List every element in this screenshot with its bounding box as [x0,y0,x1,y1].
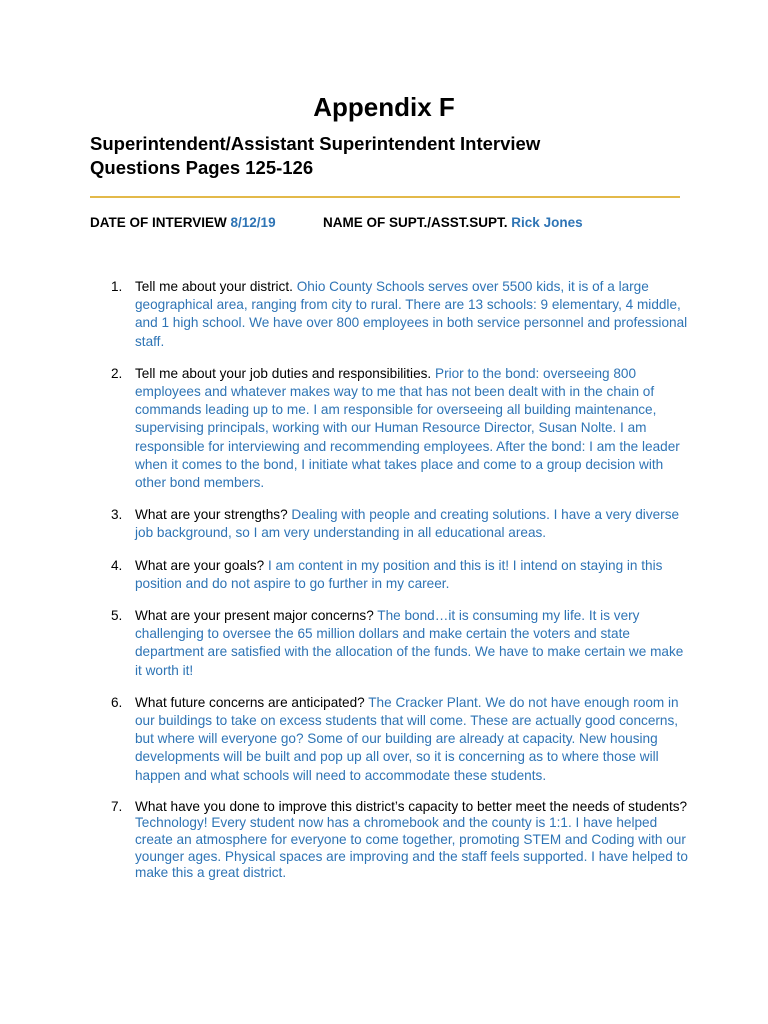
question-text: What are your present major concerns? [135,608,374,624]
name-label: NAME OF SUPT./ASST.SUPT. [323,215,508,230]
question-item-1 [90,278,690,351]
question-item-2 [90,365,690,492]
question-item-6 [90,694,690,785]
answer-text: Technology! Every student now has a chromebook and the county is 1:1. I have helped create an atmosphere for everyone to come together, promoting STEM and Coding with our younger ages. Physical spaces are improving and the staff feels supported. I have helped to make this a great district. [135,815,688,881]
question-number: 5. [111,608,123,624]
question-item-3 [90,506,690,542]
question-list [90,278,690,896]
page-subtitle [90,132,690,180]
answer-text: Ohio County Schools serves over 5500 kids, it is of a large geographical area, ranging from city to rural. There are 13 schools: 9 elementary, 4 middle, and 1 high school. We have over 800 employees in both service personnel and professional staff. [135,279,688,349]
interviewee-name [323,214,583,232]
date-label: DATE OF INTERVIEW [90,215,227,230]
question-number: 7. [111,798,123,814]
question-text: What are your goals? [135,557,265,573]
question-text: Tell me about your district. [135,279,293,294]
answer-text: I am content in my position and this is it! I intend on staying in this position and do not aspire to go further in my career. [135,557,663,591]
question-number: 4. [111,557,123,573]
question-item-4 [90,557,690,593]
question-item-5 [90,607,690,680]
question-number: 3. [111,507,123,523]
answer-text: Prior to the bond: overseeing 800 employees and whatever makes way to me that has not been dealt with in the chain of commands leading up to me. I am responsible for overseeing all building maintenance, supervising principals, working with our Human Resource Director, Susan Nolte. I am responsible for interviewing and recommending employees. After the bond: I am the leader when it comes to the bond, I initiate what takes place and come to a group decision with other bond members. [135,365,680,491]
question-number: 2. [111,365,123,381]
answer-text: The bond…it is consuming my life. It is very challenging to oversee the 65 million dollars and make certain the voters and state department are satisfied with the allocation of the funds. We have to make certain we make it worth it! [135,608,684,678]
page-title: Appendix F [313,92,455,122]
question-text: What are your strengths? [135,507,288,523]
answer-text: The Cracker Plant. We do not have enough room in our buildings to take on excess students that will come. These are actually good concerns, but where will everyone go? Some of our building are already at capacity. New housing developments will be built and pop up all over, so it is concerning as to where those will happen and what schools will need to accommodate these students. [135,694,679,783]
question-item-7 [90,799,690,882]
name-value: Rick Jones [511,215,583,230]
question-text: What have you done to improve this district’s capacity to better meet the needs of students? [135,798,688,814]
question-number: 6. [111,694,123,710]
divider-rule [90,196,680,198]
date-value: 8/12/19 [230,215,276,230]
question-text: What future concerns are anticipated? [135,694,365,710]
answer-text: Dealing with people and creating solutions. I have a very diverse job background, so I am very understanding in all educational areas. [135,507,680,541]
interview-date [90,214,276,232]
subtitle-line-1: Superintendent/Assistant Superintendent Interview [90,133,541,154]
subtitle-line-2: Questions Pages 125-126 [90,157,314,178]
question-number: 1. [111,279,123,294]
question-text: Tell me about your job duties and responsibilities. [135,365,432,381]
